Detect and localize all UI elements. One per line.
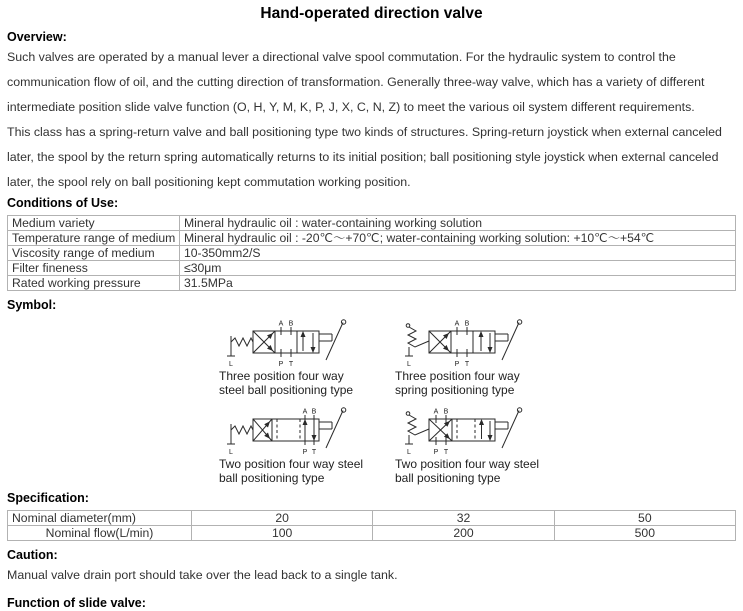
caution-heading: Caution: (7, 548, 58, 562)
port-label-a: A (278, 320, 284, 328)
overview-heading: Overview: (7, 30, 67, 44)
spring-and-drain (405, 412, 429, 444)
valve-symbol-icon-2 (395, 319, 531, 369)
condition-value: Mineral hydraulic oil : -20℃～+70℃; water-containing working solution: +10℃～+54℃ (180, 231, 736, 246)
symbol-caption-1 (219, 370, 395, 397)
condition-value: 10-350mm2/S (180, 246, 736, 261)
caption-line: steel ball positioning type (219, 382, 354, 397)
conditions-table (7, 215, 736, 291)
valve-symbol-cell-3 (219, 407, 395, 485)
spec-label: Nominal flow(L/min) (8, 526, 192, 541)
conditions-heading: Conditions of Use: (7, 196, 119, 210)
symbol-heading: Symbol: (7, 298, 57, 312)
table-row (8, 511, 736, 526)
condition-value: Mineral hydraulic oil : water-containing working solution (180, 216, 736, 231)
overview-paragraph-2: This class has a spring-return valve and ball positioning type two kinds of structures. Spring-return joystick when external canceled later, the spool by the return spring automatically returns to its initial position; ball positioning style joystick when external canceled later, the spool rely on ball positioning kept commutation working position. (7, 125, 722, 189)
port-label-b: B (288, 320, 294, 328)
caution-text: Manual valve drain port should take over the lead back to a single tank. (7, 568, 398, 582)
valve-symbol-cell-1 (219, 319, 395, 397)
table-row (8, 526, 736, 541)
lever-handle (495, 320, 522, 360)
port-label-l: L (407, 361, 411, 368)
specification-table (7, 510, 736, 541)
condition-label: Filter fineness (8, 261, 180, 276)
valve-body (429, 327, 495, 357)
valve-symbol-icon-3 (219, 407, 355, 457)
port-label-p: P (454, 361, 460, 368)
condition-label: Viscosity range of medium (8, 246, 180, 261)
lever-handle (319, 408, 346, 448)
specification-heading: Specification: (7, 491, 89, 505)
valve-body (253, 415, 319, 445)
table-row (8, 246, 736, 261)
condition-value: 31.5MPa (180, 276, 736, 291)
port-label-b: B (464, 320, 470, 328)
valve-symbol-cell-4 (395, 407, 571, 485)
valve-symbol-icon-4 (395, 407, 531, 457)
caption-line: spring positioning type (395, 382, 515, 397)
condition-label: Medium variety (8, 216, 180, 231)
caption-line: Three position four way (395, 369, 520, 383)
spring-and-drain (227, 424, 253, 444)
port-label-l: L (229, 361, 233, 368)
caption-line: Two position four way steel (395, 457, 540, 471)
symbol-caption-2 (395, 370, 571, 397)
page-title: Hand-operated direction valve (260, 5, 483, 22)
symbol-diagrams (219, 319, 736, 485)
caption-line: Three position four way (219, 369, 344, 383)
document-page (0, 5, 743, 611)
condition-label: Temperature range of medium (8, 231, 180, 246)
spec-value: 50 (554, 511, 735, 526)
spec-label: Nominal diameter(mm) (8, 511, 192, 526)
port-label-l: L (407, 449, 411, 456)
caption-line: ball positioning type (219, 470, 325, 485)
table-row (8, 261, 736, 276)
valve-symbol-cell-2 (395, 319, 571, 397)
port-label-t: T (464, 361, 470, 368)
spring-and-drain (227, 336, 253, 356)
valve-body (429, 415, 495, 445)
caption-line: Two position four way steel (219, 457, 364, 471)
spec-value: 20 (192, 511, 373, 526)
spring-and-drain (405, 324, 429, 356)
port-label-a: A (454, 320, 460, 328)
lever-handle (495, 408, 522, 448)
port-label-p: P (278, 361, 284, 368)
port-label-l: L (229, 449, 233, 456)
port-label-a: A (433, 408, 439, 416)
port-label-p: P (302, 449, 308, 456)
spec-value: 200 (373, 526, 554, 541)
function-heading: Function of slide valve: (7, 596, 146, 610)
table-row (8, 216, 736, 231)
spec-value: 32 (373, 511, 554, 526)
overview-paragraph-1: Such valves are operated by a manual lever a directional valve spool commutation. For the hydraulic system to control the communication flow of oil, and the cutting direction of transformation. Generally three-way valve, which has a variety of different intermediate position slide valve function (O, H, Y, M, K, P, J, X, C, N, Z) to meet the various oil system different requirements. (7, 50, 705, 114)
port-label-b: B (443, 408, 449, 416)
port-label-t: T (311, 449, 317, 456)
condition-value: ≤30μm (180, 261, 736, 276)
symbol-caption-3 (219, 458, 395, 485)
port-label-t: T (443, 449, 449, 456)
table-row (8, 276, 736, 291)
valve-symbol-icon-1 (219, 319, 355, 369)
port-label-t: T (288, 361, 294, 368)
port-label-a: A (302, 408, 308, 416)
valve-body (253, 327, 319, 357)
port-label-p: P (433, 449, 439, 456)
table-row (8, 231, 736, 246)
condition-label: Rated working pressure (8, 276, 180, 291)
symbol-caption-4 (395, 458, 571, 485)
spec-value: 500 (554, 526, 735, 541)
caption-line: ball positioning type (395, 470, 501, 485)
spec-value: 100 (192, 526, 373, 541)
port-label-b: B (311, 408, 317, 416)
lever-handle (319, 320, 346, 360)
